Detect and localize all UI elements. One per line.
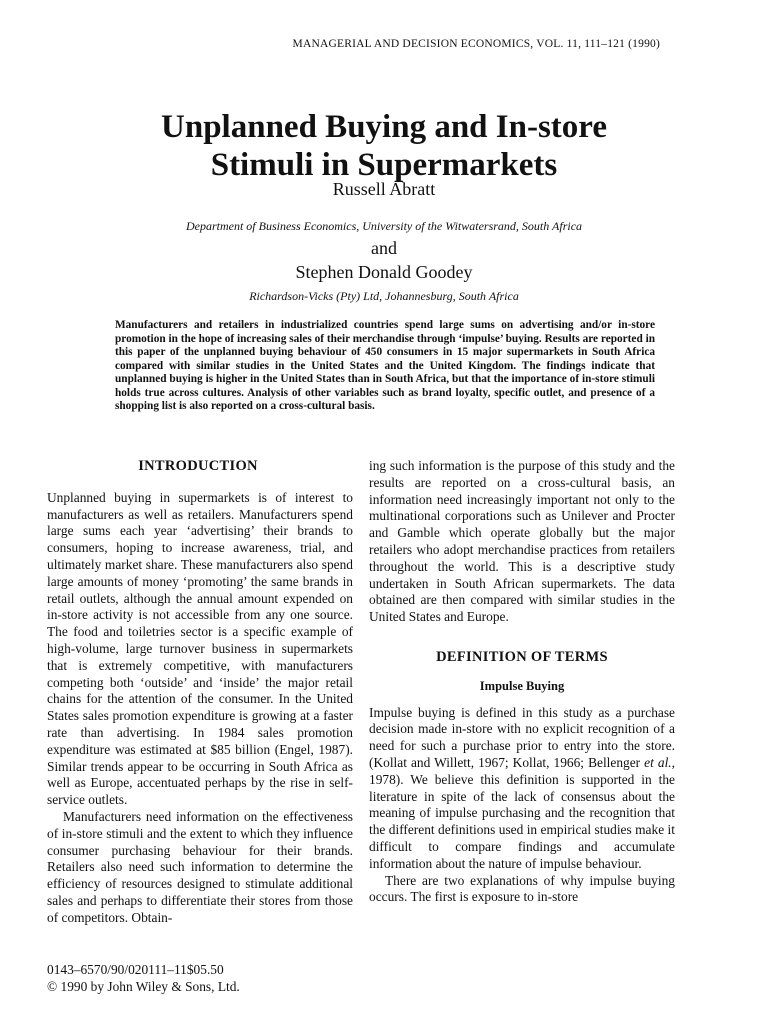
volume-info: 11, 111–121 (1990)	[566, 38, 660, 50]
intro-paragraph-3: ing such information is the purpose of this study and the results are reported on a cross-cultural basis, an information need increasingly important not only to the multinational corporations such as Unilever and Procter and Gamble which operate globally but the major retailers who adopt merchandise practices from retailers throughout the world. This is a descriptive study undertaken in South African supermarkets. The data obtained are then compared with similar studies in the United States and Europe.	[369, 458, 675, 625]
definition-paragraph-1	[369, 705, 675, 873]
article-title	[0, 108, 768, 184]
author-1: Russell Abratt	[332, 179, 436, 199]
copyright-notice: © 1990 by John Wiley & Sons, Ltd.	[47, 979, 240, 994]
author-2: Stephen Donald Goodey	[295, 262, 473, 282]
article-code: 0143–6570/90/020111–11$05.50	[47, 962, 224, 977]
definition-text-b: , 1978). We believe this definition is supported in the literature in spite of the lack of consensus about the meaning of impulse purchasing and the recognition that the different definitions used in empirical studies make it difficult to compare findings and accumulate information about the nature of impulse behaviour.	[369, 754, 675, 871]
left-column	[47, 458, 353, 927]
title-line-2: Stimuli in Supermarkets	[210, 147, 558, 183]
running-header	[293, 38, 660, 50]
intro-paragraph-1: Unplanned buying in supermarkets is of interest to manufacturers as well as retailers. Manufacturers spend large sums each year ‘advertising’ their brands to consumers, hoping to increase awareness, trial, and ultimately market share. These manufacturers also spend large amounts of money ‘promoting’ the same brands in retail outlets, although the annual amount expended on in-store activity is not accessible from any one source. The food and toiletries sector is a specific example of high-volume, large turnover business in supermarkets that is extremely competitive, with manufacturers competing both ‘outside’ and ‘inside’ the major retail chains for the attention of the consumer. In the United States sales promotion expenditure is growing at a faster rate than advertising. In 1984 sales promotion expenditure was estimated at $85 billion (Engel, 1987). Similar trends appear to be occurring in South Africa as well as Europe, accentuated perhaps by the rise in self-service outlets.	[47, 489, 353, 808]
section-heading-definition-of-terms: DEFINITION OF TERMS	[436, 648, 608, 665]
intro-paragraph-2: Manufacturers need information on the effectiveness of in-store stimuli and the extent to which they influence consumer purchasing behaviour for their brands. Retailers also need such information to determine the efficiency of resources designed to stimulate additional sales and perhaps to differentiate their stores from those of competitors. Obtain-	[47, 808, 353, 925]
journal-name: MANAGERIAL AND DECISION ECONOMICS, VOL.	[292, 38, 564, 50]
et-al: et al.	[644, 754, 672, 770]
affiliation-1: Department of Business Economics, University of the Witwatersrand, South Africa	[185, 219, 583, 233]
author-conjunction: and	[371, 238, 397, 258]
subsection-heading-impulse-buying: Impulse Buying	[479, 678, 565, 693]
definition-text-a: Impulse buying is defined in this study as a purchase decision made in-store with no explicit recognition of a need for such a purchase prior to entry into the store. (Kollat and Willett, 1967; Kollat, 1966; Bellenger	[369, 704, 675, 770]
footer	[47, 961, 240, 995]
affiliation-2: Richardson-Vicks (Pty) Ltd, Johannesburg, South Africa	[249, 289, 519, 303]
section-heading-introduction: INTRODUCTION	[138, 458, 258, 474]
right-column	[369, 458, 675, 906]
title-line-1: Unplanned Buying and In-store	[161, 109, 607, 145]
definition-paragraph-2: There are two explanations of why impulse buying occurs. The first is exposure to in-store	[369, 872, 675, 905]
abstract: Manufacturers and retailers in industrialized countries spend large sums on advertising and/or in-store promotion in the hope of increasing sales of their merchandise through ‘impulse’ buying. Results are reported in this paper of the unplanned buying behaviour of 450 consumers in 15 major supermarkets in South Africa compared with similar studies in the United States and the United Kingdom. The findings indicate that unplanned buying is higher in the United States than in South Africa, but that the importance of in-store stimuli holds true across cultures. Analysis of other variables such as brand loyalty, specific outlet, and presence of a shopping list is also reported on a cross-cultural basis.	[115, 319, 655, 412]
